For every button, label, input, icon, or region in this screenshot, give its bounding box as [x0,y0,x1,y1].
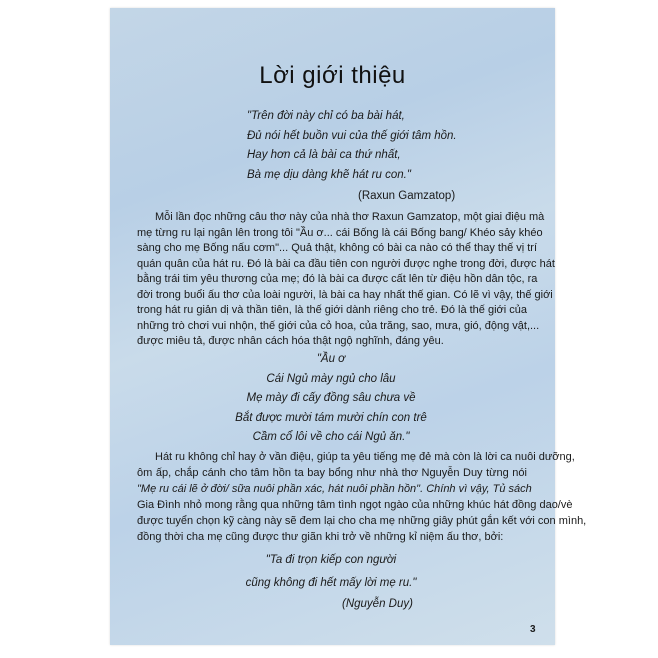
paragraph-line: đời trong buổi ấu thơ của loài người, là bài ca hay nhất thế gian. Có lẽ vì vậy, thế giới [137,289,553,301]
paragraph-line: được miêu tả, được nhân cách hóa thật ngộ nghĩnh, đáng yêu. [137,335,444,347]
closing-quote-line: "Ta đi trọn kiếp con người [265,554,397,566]
paragraph-line: được tuyển chọn kỹ càng này sẽ đem lại cho cha mẹ những giây phút gắn kết với con mình, [137,515,587,527]
lullaby-line: Cái Ngủ mày ngủ cho lâu [266,373,396,385]
closing-quote-line: cũng không đi hết mấy lời mẹ ru." [245,577,417,589]
paragraph-line: Gia Đình nhỏ mong rằng qua những tâm tình ngọt ngào của những khúc hát đồng dao/vè [137,499,573,511]
paragraph-line: Mỗi lần đọc những câu thơ này của nhà thơ Raxun Gamzatop, một giai điệu mà [155,211,545,223]
lullaby-line: "Ầu ơ [316,353,346,365]
paragraph-line: bằng trái tim yêu thương của mẹ; đó là bài ca được cất lên từ điệu hồn dân tộc, ra [137,273,538,285]
page-title: Lời giới thiệu [259,62,406,89]
paragraph-line: những trò chơi vui nhộn, thế giới của cỏ hoa, của trăng, sao, mưa, gió, động vật,... [137,320,540,332]
paragraph-line: Hát ru không chỉ hay ở vần điệu, giúp ta yêu tiếng mẹ đẻ mà còn là lời ca nuôi dưỡng, [155,451,575,463]
epigraph-attribution: (Raxun Gamzatop) [358,190,456,202]
lullaby-line: Cầm cổ lôi về cho cái Ngủ ăn." [252,431,410,443]
paragraph-line: quán quân của hát ru. Đó là bài ca đầu tiên con người được nghe trong đời, được hát [137,258,555,270]
page-number: 3 [530,624,536,635]
closing-attribution: (Nguyễn Duy) [342,598,413,610]
lullaby-line: Bắt được mười tám mười chín con trê [235,412,427,424]
paragraph-line: trong hát ru giản dị và thần tiên, là thế giới dành riêng cho trẻ. Đó là thế giới của [137,304,527,316]
lullaby-line: Mẹ mày đi cấy đồng sâu chưa về [246,392,416,404]
epigraph-line: "Trên đời này chỉ có ba bài hát, [247,110,405,122]
book-page [110,8,587,645]
epigraph-line: Hay hơn cả là bài ca thứ nhất, [247,149,401,161]
epigraph-line: Bà mẹ dịu dàng khẽ hát ru con." [247,169,411,181]
paragraph-line: mẹ từng ru lại ngân lên trong tôi "Ầu ơ... cái Bống là cái Bống bang/ Khéo sảy khéo [137,227,543,239]
paragraph-line: đồng thời cha mẹ cũng được thư giãn khi trở về những kỉ niệm ấu thơ, bởi: [137,531,504,543]
paragraph-line: ôm ấp, chắp cánh cho tâm hồn ta bay bổng như nhà thơ Nguyễn Duy từng nói [137,467,527,479]
epigraph-line: Đủ nói hết buồn vui của thế giới tâm hồn. [247,130,457,142]
paragraph-line: sàng cho mẹ Bống nấu cơm"... Quả thật, không có bài ca nào có thể thay thế vị trí [137,242,538,254]
paragraph-line: "Mẹ ru cái lẽ ở đời/ sữa nuôi phần xác, hát nuôi phần hồn". Chính vì vậy, Tủ sách [137,483,532,495]
